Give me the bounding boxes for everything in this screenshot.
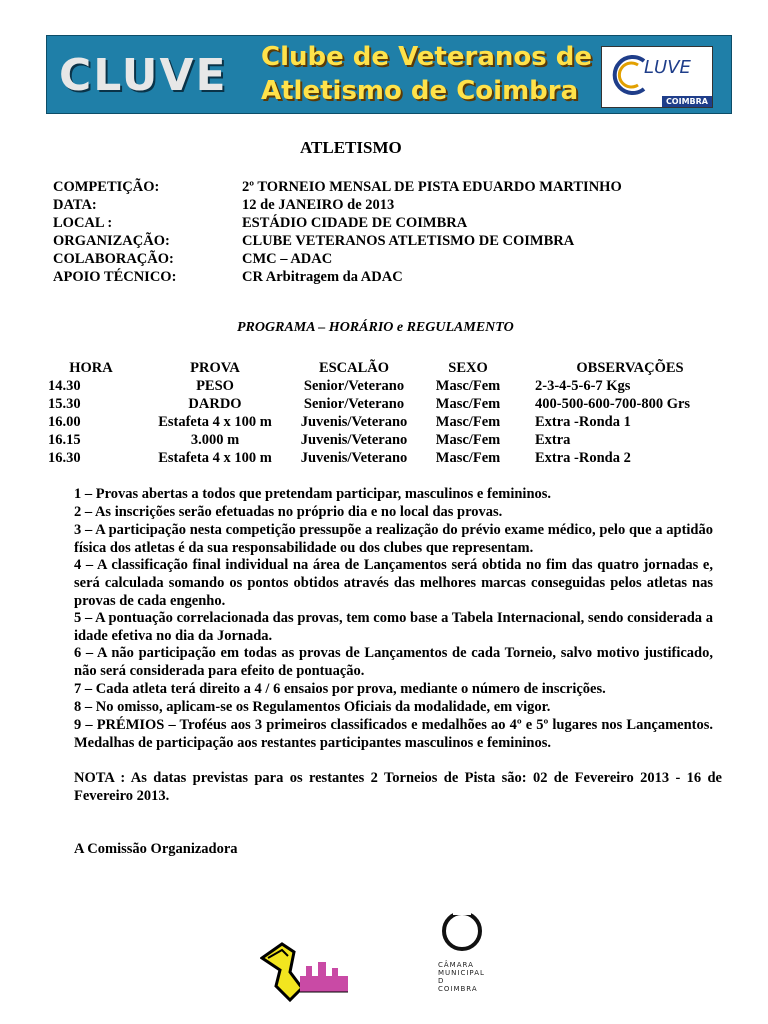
info-label-data: DATA:	[53, 197, 97, 213]
table-cell-observacoes: 2-3-4-5-6-7 Kgs	[535, 378, 631, 394]
cmc-text-line4: COIMBRA	[438, 985, 478, 993]
cmc-circle-icon	[439, 908, 485, 954]
nota-paragraph: NOTA : As datas previstas para os restantes 2 Torneios de Pista são: 02 de Fevereiro 2013 - 16 de Fevereiro 2013.	[74, 770, 722, 804]
table-cell-prova: 3.000 m	[190, 432, 240, 448]
table-cell-escalao: Senior/Veterano	[303, 378, 405, 394]
rule-item: 7 – Cada atleta terá direito a 4 / 6 ensaios por prova, mediante o número de inscrições.	[74, 681, 606, 697]
info-value-colaboracao: CMC – ADAC	[242, 251, 333, 267]
cluve-badge-logo	[601, 46, 713, 108]
table-cell-sexo: Masc/Fem	[435, 396, 501, 412]
table-cell-observacoes: Extra	[535, 432, 571, 448]
cmc-logo	[432, 908, 492, 993]
table-cell-sexo: Masc/Fem	[435, 432, 501, 448]
header-banner	[46, 35, 732, 114]
table-cell-observacoes: Extra -Ronda 1	[535, 414, 631, 430]
table-cell-sexo: Masc/Fem	[435, 414, 501, 430]
info-label-competicao: COMPETIÇÃO:	[53, 179, 160, 195]
rule-item: 1 – Provas abertas a todos que pretendam participar, masculinos e femininos.	[74, 486, 552, 502]
table-cell-observacoes: Extra -Ronda 2	[535, 450, 631, 466]
table-header-sexo: SEXO	[448, 360, 488, 376]
table-header-observacoes: OBSERVAÇÕES	[576, 360, 684, 376]
cluve-logo-text: CLUVE	[59, 50, 228, 101]
table-cell-escalao: Juvenis/Veterano	[300, 432, 408, 448]
info-label-colaboracao: COLABORAÇÃO:	[53, 251, 174, 267]
rule-item: 5 – A pontuação correlacionada das provas, tem como base a Tabela Internacional, sendo considerada a idade efetiva no dia da Jornada.	[74, 610, 713, 644]
info-label-organizacao: ORGANIZAÇÃO:	[53, 233, 170, 249]
table-cell-sexo: Masc/Fem	[435, 378, 501, 394]
table-cell-prova: PESO	[196, 378, 234, 394]
table-cell-escalao: Juvenis/Veterano	[300, 450, 408, 466]
table-cell-hora: 16.00	[48, 414, 81, 430]
info-label-local: LOCAL :	[53, 215, 113, 231]
rule-item: 9 – PRÉMIOS – Troféus aos 3 primeiros classificados e medalhões ao 4º e 5º lugares nos Lançamentos. Medalhas de participação aos restantes participantes masculinos e femininos.	[74, 717, 713, 751]
table-cell-escalao: Juvenis/Veterano	[300, 414, 408, 430]
table-cell-prova: Estafeta 4 x 100 m	[158, 450, 272, 466]
badge-text: LUVE	[644, 57, 691, 78]
info-value-competicao: 2º TORNEIO MENSAL DE PISTA EDUARDO MARTINHO	[242, 179, 622, 195]
table-cell-hora: 15.30	[48, 396, 81, 412]
event-logo-icon	[260, 942, 352, 1006]
table-header-escalao: ESCALÃO	[318, 360, 390, 376]
table-cell-hora: 16.30	[48, 450, 81, 466]
info-value-apoio-tecnico: CR Arbitragem da ADAC	[242, 269, 403, 285]
table-cell-hora: 14.30	[48, 378, 81, 394]
table-cell-prova: DARDO	[188, 396, 242, 412]
programa-heading: PROGRAMA – HORÁRIO e REGULAMENTO	[237, 320, 514, 335]
rule-item: 4 – A classificação final individual na área de Lançamentos será obtida no fim das quatro jornadas e, será calculada somando os pontos obtidos através das melhores marcas conseguidas pelos atletas nas provas de cada engenho.	[74, 557, 713, 609]
cmc-text-line3: D	[438, 977, 445, 985]
banner-title-line1: Clube de Veteranos de	[261, 42, 593, 72]
page-title: ATLETISMO	[300, 138, 402, 157]
table-cell-prova: Estafeta 4 x 100 m	[158, 414, 272, 430]
info-label-apoio-tecnico: APOIO TÉCNICO:	[53, 269, 177, 285]
table-cell-hora: 16.15	[48, 432, 81, 448]
table-header-prova: PROVA	[190, 360, 240, 376]
cmc-text-line2: MUNICIPAL	[438, 969, 485, 977]
info-value-data: 12 de JANEIRO de 2013	[242, 197, 395, 213]
rule-item: 3 – A participação nesta competição pressupõe a realização do prévio exame médico, pelo que a aptidão física dos atletas é da sua responsabilidade ou dos clubes que representam.	[74, 522, 713, 556]
cmc-text-line1: CÂMARA	[438, 961, 474, 969]
rule-item: 6 – A não participação em todas as provas de Lançamentos de cada Torneio, salvo motivo justificado, não será considerada para efeito de pontuação.	[74, 645, 713, 679]
banner-title-line2: Atletismo de Coimbra	[261, 76, 579, 106]
table-cell-observacoes: 400-500-600-700-800 Grs	[535, 396, 691, 412]
signature: A Comissão Organizadora	[74, 841, 238, 857]
rule-item: 8 – No omisso, aplicam-se os Regulamentos Oficiais da modalidade, em vigor.	[74, 699, 551, 715]
table-cell-escalao: Senior/Veterano	[303, 396, 405, 412]
rule-item: 2 – As inscrições serão efetuadas no próprio dia e no local das provas.	[74, 504, 503, 520]
info-value-local: ESTÁDIO CIDADE DE COIMBRA	[242, 215, 468, 231]
cmc-logo-text	[438, 961, 492, 993]
table-cell-sexo: Masc/Fem	[435, 450, 501, 466]
table-header-hora: HORA	[69, 360, 113, 376]
info-value-organizacao: CLUBE VETERANOS ATLETISMO DE COIMBRA	[242, 233, 575, 249]
badge-subtitle: COIMBRA	[662, 96, 712, 107]
